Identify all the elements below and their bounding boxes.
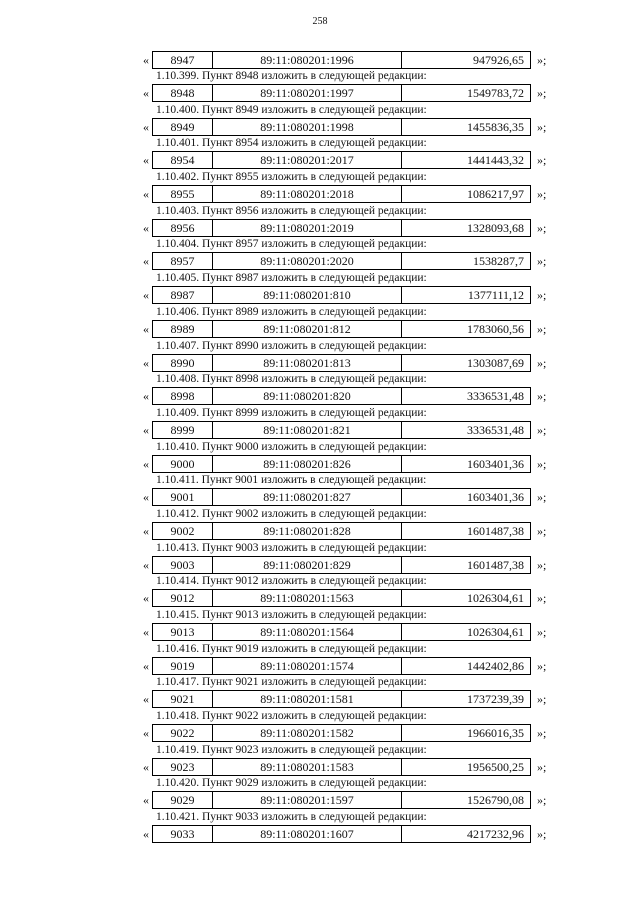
value-cell: 3336531,48 bbox=[467, 422, 524, 437]
amendment-paragraph: 1.10.402. Пункт 8955 изложить в следующей редакции: bbox=[156, 171, 427, 184]
entry-table bbox=[152, 252, 531, 270]
quote-close: »; bbox=[537, 288, 547, 303]
entry-table bbox=[152, 354, 531, 372]
quote-close: »; bbox=[537, 726, 547, 741]
value-cell: 1526790,08 bbox=[467, 793, 524, 808]
quote-close: »; bbox=[537, 827, 547, 842]
item-number-cell: 8999 bbox=[153, 422, 213, 438]
amendment-paragraph: 1.10.414. Пункт 9012 изложить в следующей редакции: bbox=[156, 575, 427, 588]
entry-row bbox=[0, 421, 640, 439]
amendment-paragraph: 1.10.410. Пункт 9000 изложить в следующей редакции: bbox=[156, 440, 427, 453]
value-cell: 1086217,97 bbox=[467, 187, 524, 202]
entry-row bbox=[0, 320, 640, 338]
value-cell: 1328093,68 bbox=[467, 220, 524, 235]
entry-table bbox=[152, 825, 531, 843]
value-cell: 1737239,39 bbox=[467, 692, 524, 707]
entry-row bbox=[0, 455, 640, 473]
item-number-cell: 8998 bbox=[153, 388, 213, 404]
entry-table bbox=[152, 791, 531, 809]
entry-row bbox=[0, 657, 640, 675]
item-number-cell: 8947 bbox=[153, 52, 213, 68]
value-cell: 1601487,38 bbox=[467, 523, 524, 538]
entry-row bbox=[0, 556, 640, 574]
entry-row bbox=[0, 522, 640, 540]
value-cell: 1026304,61 bbox=[467, 591, 524, 606]
amendment-block bbox=[0, 204, 640, 238]
entry-table bbox=[152, 455, 531, 473]
cadastral-number-cell: 89:11:080201:1597 bbox=[213, 792, 402, 808]
cadastral-number-cell: 89:11:080201:1996 bbox=[213, 52, 402, 68]
amendment-block bbox=[0, 574, 640, 608]
quote-close: »; bbox=[537, 591, 547, 606]
value-cell: 1377111,12 bbox=[467, 288, 524, 303]
entry-row bbox=[0, 118, 640, 136]
page-number: 258 bbox=[312, 16, 328, 27]
value-cell: 1442402,86 bbox=[467, 658, 524, 673]
amendment-paragraph: 1.10.413. Пункт 9003 изложить в следующей редакции: bbox=[156, 541, 427, 554]
cadastral-number-cell: 89:11:080201:1583 bbox=[213, 759, 402, 775]
value-cell: 3336531,48 bbox=[467, 389, 524, 404]
quote-close: »; bbox=[537, 119, 547, 134]
amendment-paragraph: 1.10.404. Пункт 8957 изложить в следующей редакции: bbox=[156, 238, 427, 251]
amendment-paragraph: 1.10.411. Пункт 9001 изложить в следующей редакции: bbox=[156, 474, 427, 487]
amendment-block bbox=[0, 237, 640, 271]
item-number-cell: 9003 bbox=[153, 557, 213, 573]
quote-close: »; bbox=[537, 490, 547, 505]
cadastral-number-cell: 89:11:080201:828 bbox=[213, 523, 402, 539]
entry-row bbox=[0, 286, 640, 304]
value-cell: 1538287,7 bbox=[473, 254, 524, 269]
entry-row bbox=[0, 387, 640, 405]
quote-open: « bbox=[143, 86, 149, 100]
item-number-cell: 9029 bbox=[153, 792, 213, 808]
item-number-cell: 9001 bbox=[153, 489, 213, 505]
amendment-paragraph: 1.10.403. Пункт 8956 изложить в следующей редакции: bbox=[156, 204, 427, 217]
quote-open: « bbox=[143, 726, 149, 741]
value-cell: 1441443,32 bbox=[467, 153, 524, 168]
entry-row bbox=[0, 488, 640, 506]
item-number-cell: 8949 bbox=[153, 119, 213, 135]
entry-table bbox=[152, 589, 531, 607]
entry-table bbox=[152, 51, 531, 69]
cadastral-number-cell: 89:11:080201:821 bbox=[213, 422, 402, 438]
quote-open: « bbox=[143, 490, 149, 505]
quote-close: »; bbox=[537, 422, 547, 437]
cadastral-number-cell: 89:11:080201:1607 bbox=[213, 826, 402, 842]
cadastral-number-cell: 89:11:080201:2019 bbox=[213, 220, 402, 236]
entry-row bbox=[0, 589, 640, 607]
entry-row bbox=[0, 354, 640, 372]
value-cell: 1956500,25 bbox=[467, 759, 524, 774]
value-cell: 1455836,35 bbox=[467, 119, 524, 134]
quote-close: »; bbox=[537, 692, 547, 707]
item-number-cell: 9000 bbox=[153, 456, 213, 472]
quote-open: « bbox=[143, 625, 149, 639]
amendment-block bbox=[0, 339, 640, 373]
amendment-block bbox=[0, 170, 640, 204]
cadastral-number-cell: 89:11:080201:826 bbox=[213, 456, 402, 472]
value-cell: 4217232,96 bbox=[467, 827, 524, 842]
amendment-block bbox=[0, 776, 640, 810]
cadastral-number-cell: 89:11:080201:813 bbox=[213, 355, 402, 371]
amendment-paragraph: 1.10.399. Пункт 8948 изложить в следующей редакции: bbox=[156, 70, 427, 82]
quote-close: »; bbox=[537, 187, 547, 202]
entry-table bbox=[152, 522, 531, 540]
amendment-block bbox=[0, 305, 640, 339]
amendment-block bbox=[0, 642, 640, 676]
quote-open: « bbox=[143, 119, 149, 134]
first-entry-row bbox=[0, 51, 640, 69]
entry-table bbox=[152, 84, 531, 102]
amendment-block bbox=[0, 372, 640, 406]
entry-table bbox=[152, 488, 531, 506]
cadastral-number-cell: 89:11:080201:1997 bbox=[213, 85, 402, 101]
quote-open: « bbox=[143, 692, 149, 707]
entry-row bbox=[0, 219, 640, 237]
amendment-block bbox=[0, 473, 640, 507]
amendment-paragraph: 1.10.419. Пункт 9023 изложить в следующей редакции: bbox=[156, 743, 427, 756]
quote-open: « bbox=[143, 288, 149, 303]
entry-table bbox=[152, 758, 531, 776]
value-cell: 1601487,38 bbox=[467, 557, 524, 572]
item-number-cell: 9019 bbox=[153, 658, 213, 674]
amendment-block bbox=[0, 406, 640, 440]
quote-close: »; bbox=[537, 557, 547, 572]
entry-row bbox=[0, 151, 640, 169]
cadastral-number-cell: 89:11:080201:2020 bbox=[213, 253, 402, 269]
quote-close: »; bbox=[537, 523, 547, 538]
amendment-paragraph: 1.10.417. Пункт 9021 изложить в следующей редакции: bbox=[156, 676, 427, 689]
quote-open: « bbox=[143, 523, 149, 538]
entry-row bbox=[0, 84, 640, 102]
item-number-cell: 9023 bbox=[153, 759, 213, 775]
amendment-block bbox=[0, 709, 640, 743]
quote-close: »; bbox=[537, 625, 547, 639]
quote-close: »; bbox=[537, 153, 547, 168]
item-number-cell: 9022 bbox=[153, 725, 213, 741]
amendment-paragraph: 1.10.412. Пункт 9002 изложить в следующей редакции: bbox=[156, 507, 427, 520]
amendment-paragraph: 1.10.409. Пункт 8999 изложить в следующей редакции: bbox=[156, 406, 427, 419]
cadastral-number-cell: 89:11:080201:1563 bbox=[213, 590, 402, 606]
value-cell: 947926,65 bbox=[473, 53, 524, 67]
quote-close: »; bbox=[537, 759, 547, 774]
entry-table bbox=[152, 286, 531, 304]
entry-table bbox=[152, 623, 531, 641]
cadastral-number-cell: 89:11:080201:2018 bbox=[213, 186, 402, 202]
amendment-block bbox=[0, 675, 640, 709]
amendment-paragraph: 1.10.420. Пункт 9029 изложить в следующей редакции: bbox=[156, 777, 427, 790]
amendment-block bbox=[0, 440, 640, 474]
entry-row bbox=[0, 690, 640, 708]
value-cell: 1783060,56 bbox=[467, 321, 524, 336]
entry-row bbox=[0, 623, 640, 641]
amendment-paragraph: 1.10.400. Пункт 8949 изложить в следующей редакции: bbox=[156, 103, 427, 116]
quote-open: « bbox=[143, 254, 149, 269]
quote-close: »; bbox=[537, 254, 547, 269]
value-cell: 1026304,61 bbox=[467, 625, 524, 639]
entry-table bbox=[152, 724, 531, 742]
item-number-cell: 9021 bbox=[153, 691, 213, 707]
value-cell: 1603401,36 bbox=[467, 456, 524, 471]
amendment-paragraph: 1.10.415. Пункт 9013 изложить в следующей редакции: bbox=[156, 609, 427, 621]
quote-open: « bbox=[143, 793, 149, 808]
quote-open: « bbox=[143, 658, 149, 673]
entry-row bbox=[0, 724, 640, 742]
amendment-paragraph: 1.10.418. Пункт 9022 изложить в следующей редакции: bbox=[156, 710, 427, 723]
value-cell: 1549783,72 bbox=[467, 86, 524, 100]
quote-close: »; bbox=[537, 793, 547, 808]
quote-close: »; bbox=[537, 355, 547, 370]
amendment-block bbox=[0, 103, 640, 137]
entry-row bbox=[0, 791, 640, 809]
quote-open: « bbox=[143, 53, 149, 67]
amendment-block bbox=[0, 136, 640, 170]
entry-table bbox=[152, 320, 531, 338]
cadastral-number-cell: 89:11:080201:827 bbox=[213, 489, 402, 505]
amendment-list bbox=[0, 69, 640, 844]
quote-open: « bbox=[143, 153, 149, 168]
entry-table bbox=[152, 387, 531, 405]
item-number-cell: 9033 bbox=[153, 826, 213, 842]
entry-table bbox=[152, 690, 531, 708]
quote-close: »; bbox=[537, 220, 547, 235]
amendment-paragraph: 1.10.408. Пункт 8998 изложить в следующей редакции: bbox=[156, 373, 427, 386]
amendment-block bbox=[0, 541, 640, 575]
cadastral-number-cell: 89:11:080201:2017 bbox=[213, 152, 402, 168]
quote-open: « bbox=[143, 187, 149, 202]
quote-open: « bbox=[143, 456, 149, 471]
amendment-paragraph: 1.10.416. Пункт 9019 изложить в следующей редакции: bbox=[156, 642, 427, 655]
amendment-paragraph: 1.10.421. Пункт 9033 изложить в следующей редакции: bbox=[156, 811, 427, 824]
entry-row bbox=[0, 252, 640, 270]
entry-row bbox=[0, 185, 640, 203]
entry-table bbox=[152, 185, 531, 203]
quote-open: « bbox=[143, 759, 149, 774]
cadastral-number-cell: 89:11:080201:812 bbox=[213, 321, 402, 337]
quote-open: « bbox=[143, 591, 149, 606]
item-number-cell: 8955 bbox=[153, 186, 213, 202]
quote-close: »; bbox=[537, 456, 547, 471]
item-number-cell: 9013 bbox=[153, 624, 213, 640]
value-cell: 1303087,69 bbox=[467, 355, 524, 370]
amendment-paragraph: 1.10.407. Пункт 8990 изложить в следующей редакции: bbox=[156, 339, 427, 352]
item-number-cell: 8987 bbox=[153, 287, 213, 303]
amendment-paragraph: 1.10.406. Пункт 8989 изложить в следующей редакции: bbox=[156, 305, 427, 318]
entry-table bbox=[152, 219, 531, 237]
amendment-block bbox=[0, 271, 640, 305]
cadastral-number-cell: 89:11:080201:829 bbox=[213, 557, 402, 573]
quote-close: »; bbox=[537, 658, 547, 673]
quote-open: « bbox=[143, 422, 149, 437]
quote-close: »; bbox=[537, 321, 547, 336]
entry-table bbox=[152, 657, 531, 675]
quote-open: « bbox=[143, 827, 149, 842]
entry-table bbox=[152, 556, 531, 574]
amendment-paragraph: 1.10.405. Пункт 8987 изложить в следующей редакции: bbox=[156, 272, 427, 285]
quote-close: »; bbox=[537, 389, 547, 404]
value-cell: 1603401,36 bbox=[467, 490, 524, 505]
amendment-block bbox=[0, 810, 640, 844]
entry-row bbox=[0, 758, 640, 776]
item-number-cell: 8989 bbox=[153, 321, 213, 337]
quote-close: »; bbox=[537, 86, 547, 100]
quote-open: « bbox=[143, 321, 149, 336]
quote-open: « bbox=[143, 557, 149, 572]
item-number-cell: 8957 bbox=[153, 253, 213, 269]
entry-row bbox=[0, 825, 640, 843]
cadastral-number-cell: 89:11:080201:1582 bbox=[213, 725, 402, 741]
cadastral-number-cell: 89:11:080201:1998 bbox=[213, 119, 402, 135]
cadastral-number-cell: 89:11:080201:1581 bbox=[213, 691, 402, 707]
amendment-block bbox=[0, 743, 640, 777]
amendment-block bbox=[0, 507, 640, 541]
entry-table bbox=[152, 151, 531, 169]
item-number-cell: 9002 bbox=[153, 523, 213, 539]
item-number-cell: 8956 bbox=[153, 220, 213, 236]
quote-close: »; bbox=[537, 53, 547, 67]
value-cell: 1966016,35 bbox=[467, 726, 524, 741]
item-number-cell: 9012 bbox=[153, 590, 213, 606]
amendment-block bbox=[0, 69, 640, 103]
item-number-cell: 8948 bbox=[153, 85, 213, 101]
item-number-cell: 8990 bbox=[153, 355, 213, 371]
quote-open: « bbox=[143, 220, 149, 235]
entry-table bbox=[152, 421, 531, 439]
amendment-paragraph: 1.10.401. Пункт 8954 изложить в следующей редакции: bbox=[156, 137, 427, 150]
entry-table bbox=[152, 118, 531, 136]
item-number-cell: 8954 bbox=[153, 152, 213, 168]
quote-open: « bbox=[143, 355, 149, 370]
cadastral-number-cell: 89:11:080201:1564 bbox=[213, 624, 402, 640]
cadastral-number-cell: 89:11:080201:820 bbox=[213, 388, 402, 404]
amendment-block bbox=[0, 608, 640, 642]
quote-open: « bbox=[143, 389, 149, 404]
cadastral-number-cell: 89:11:080201:1574 bbox=[213, 658, 402, 674]
cadastral-number-cell: 89:11:080201:810 bbox=[213, 287, 402, 303]
